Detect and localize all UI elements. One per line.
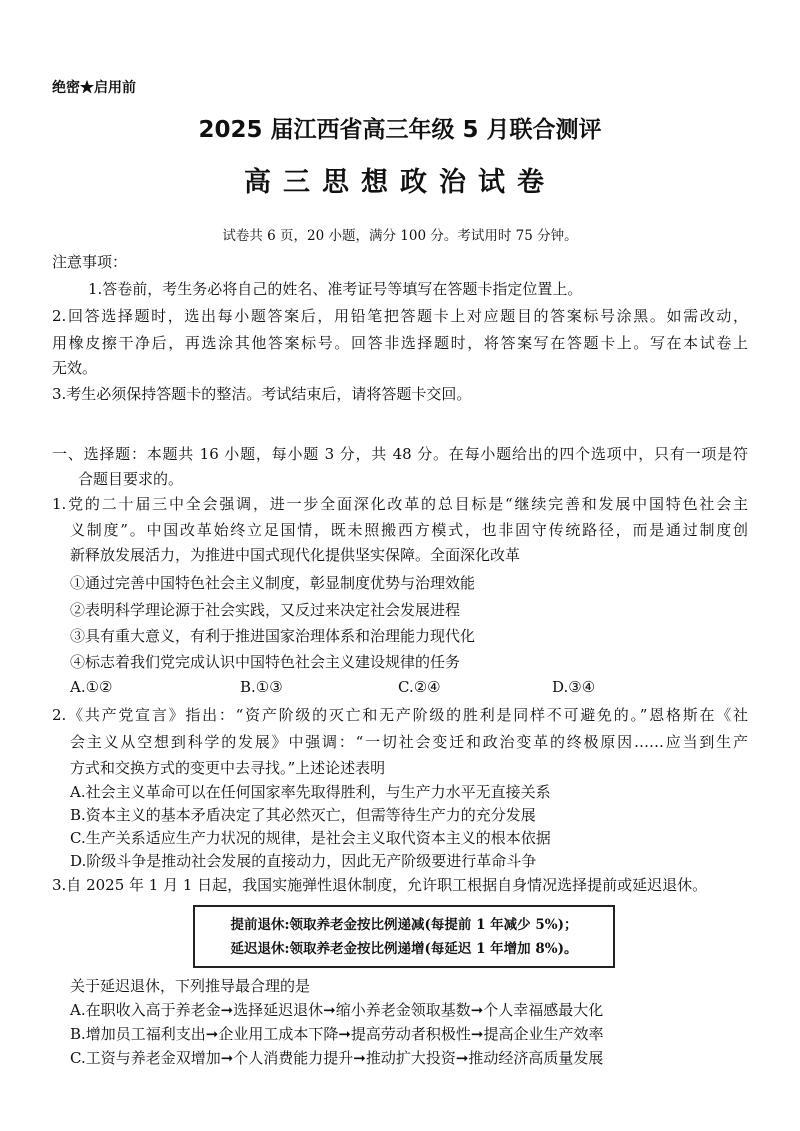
notice-heading: 注意事项： bbox=[52, 253, 128, 271]
q2-stem: 2.《共产党宣言》指出：“资产阶级的灭亡和无产阶级的胜利是同样不可避免的。”恩格斯在《社 bbox=[52, 706, 748, 724]
notice-item: 2.回答选择题时，选出每小题答案后，用铅笔把答题卡上对应题目的答案标号涂黑。如需改动， bbox=[52, 307, 748, 325]
q3-question: 关于延迟退休，下列推导最合理的是 bbox=[70, 977, 311, 995]
q1-option-d: D.③④ bbox=[552, 678, 596, 696]
q2-option-b: B.资本主义的基本矛盾决定了其必然灭亡，但需等待生产力的充分发展 bbox=[70, 806, 536, 824]
notice-item: 用橡皮擦干净后，再选涂其他答案标号。回答非选择题时，将答案写在答题卡上。写在本试卷上 bbox=[52, 334, 748, 352]
q1-statement: ②表明科学理论源于社会实践，又反过来决定社会发展进程 bbox=[70, 601, 461, 619]
policy-early: 提前退休:领取养老金按比例递减(每提前 1 年减少 5%)； bbox=[230, 917, 578, 933]
q3-stem: 3.自 2025 年 1 月 1 日起，我国实施弹性退休制度，允许职工根据自身情况选择提前或延迟退休。 bbox=[52, 876, 708, 894]
q1-option-c: C.②④ bbox=[398, 678, 441, 696]
confidential-label: 绝密★启用前 bbox=[52, 80, 136, 96]
notice-item: 1.答卷前，考生务必将自己的姓名、准考证号等填写在答题卡指定位置上。 bbox=[88, 280, 583, 298]
q1-statement: ①通过完善中国特色社会主义制度，彰显制度优势与治理效能 bbox=[70, 574, 476, 592]
q2-option-d: D.阶级斗争是推动社会发展的直接动力，因此无产阶级要进行革命斗争 bbox=[70, 852, 537, 870]
section-heading: 合题目要求的。 bbox=[78, 470, 184, 488]
policy-delay: 延迟退休:领取养老金按比例递增(每延迟 1 年增加 8%)。 bbox=[230, 941, 578, 957]
notice-item: 无效。 bbox=[52, 359, 98, 377]
notice-item: 3.考生必须保持答题卡的整洁。考试结束后，请将答题卡交回。 bbox=[52, 385, 472, 403]
q3-option-a: A.在职收入高于养老金➞选择延迟退休➞缩小养老金领取基数➞个人幸福感最大化 bbox=[70, 1001, 604, 1019]
q1-stem: 新释放发展活力，为推进中国式现代化提供坚实保障。全面深化改革 bbox=[70, 546, 521, 564]
q1-option-b: B.①③ bbox=[240, 678, 283, 696]
q1-stem: 1.党的二十届三中全会强调，进一步全面深化改革的总目标是“继续完善和发展中国特色社会主 bbox=[52, 495, 748, 513]
q2-option-a: A.社会主义革命可以在任何国家率先取得胜利，与生产力水平无直接关系 bbox=[70, 783, 551, 801]
exam-info: 试卷共 6 页，20 小题，满分 100 分。考试用时 75 分钟。 bbox=[222, 228, 578, 244]
paper-subtitle: 高三思想政治试卷 bbox=[244, 167, 556, 198]
section-heading: 一、选择题：本题共 16 小题，每小题 3 分，共 48 分。在每小题给出的四个选项中，只有一项是符 bbox=[52, 445, 748, 463]
exam-title: 2025 届江西省高三年级 5 月联合测评 bbox=[198, 117, 602, 143]
q1-stem: 义制度”。中国改革始终立足国情，既未照搬西方模式，也非固守传统路径，而是通过制度创 bbox=[70, 521, 748, 539]
q2-stem: 会主义从空想到科学的发展》中强调：“一切社会变迁和政治变革的终极原因……应当到生产 bbox=[70, 733, 748, 751]
q3-option-c: C.工资与养老金双增加➞个人消费能力提升➞推动扩大投资➞推动经济高质量发展 bbox=[70, 1049, 604, 1067]
q2-option-c: C.生产关系适应生产力状况的规律，是社会主义取代资本主义的根本依据 bbox=[70, 829, 551, 847]
q2-stem: 方式和交换方式的变更中去寻找。”上述论述表明 bbox=[70, 759, 386, 777]
q1-statement: ③具有重大意义，有利于推进国家治理体系和治理能力现代化 bbox=[70, 627, 476, 645]
q1-statement: ④标志着我们党完成认识中国特色社会主义建设规律的任务 bbox=[70, 653, 461, 671]
q3-option-b: B.增加员工福利支出➞企业用工成本下降➞提高劳动者积极性➞提高企业生产效率 bbox=[70, 1025, 604, 1043]
q1-option-a: A.①② bbox=[70, 678, 113, 696]
q3-policy-box bbox=[193, 905, 615, 968]
